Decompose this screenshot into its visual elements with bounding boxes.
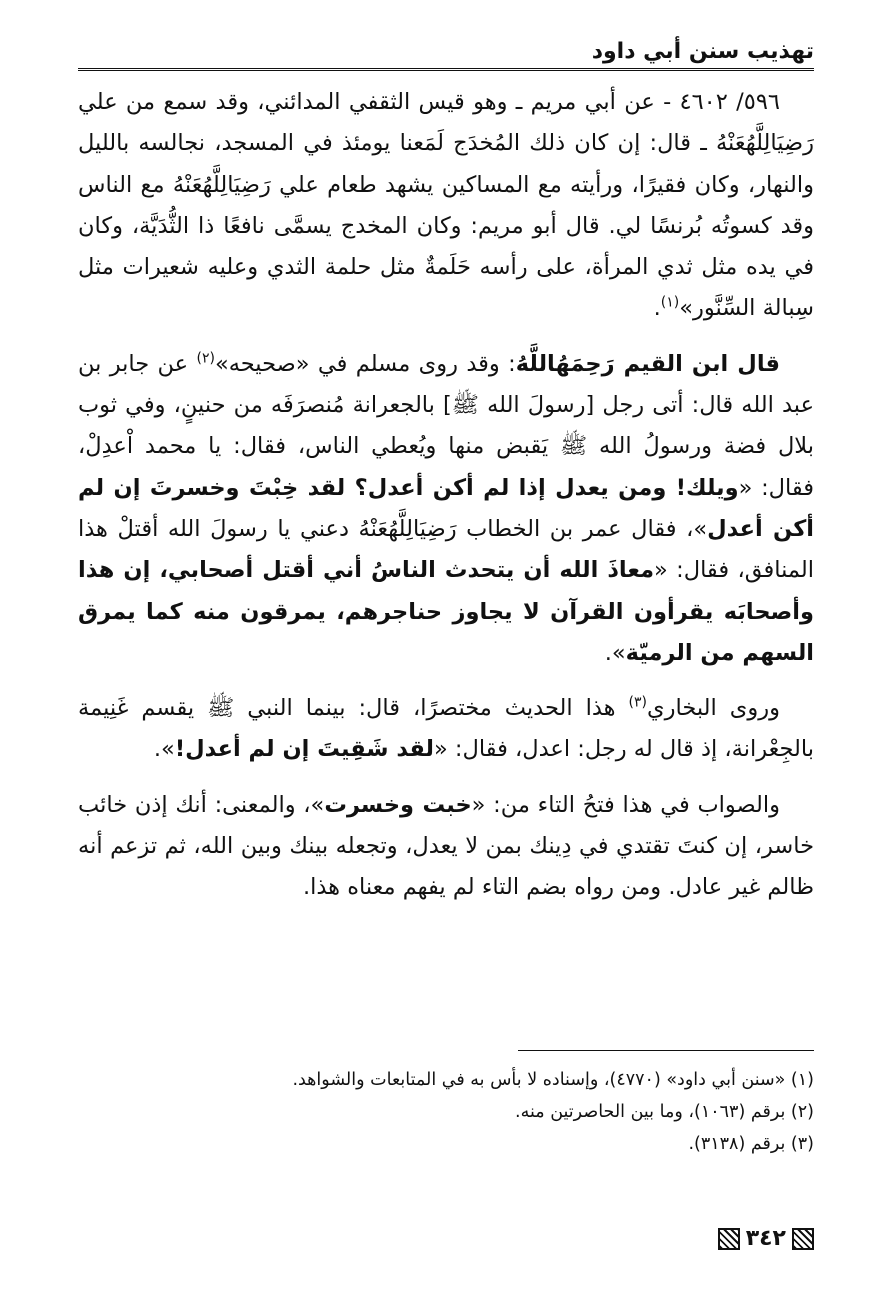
paragraph-end: .: [653, 295, 661, 322]
quoted-speech: معاذَ الله أن يتحدث الناسُ أني أقتل أصحابي، إن هذا وأصحابَه يقرأون القرآن لا يجاوز حناجرهم، يمرقون منه كما يمرق السهم من الرميّة: [78, 557, 814, 666]
page-footer: [718, 1226, 814, 1251]
commentary-paragraph: [78, 344, 814, 674]
paragraph-text: هذا الحديث مختصرًا، قال: بينما النبي ﷺ يقسم غَنِيمة بالجِعْرانة، إذ قال له رجل: اعدل، فقال: «: [78, 695, 814, 763]
author-lead: قال ابن القيم رَحِمَهُاللَّهُ: [515, 350, 780, 377]
footnote-2: (٢) برقم (١٠٦٣)، وما بين الحاصرتين منه.: [515, 1102, 814, 1122]
decorative-square-icon: [792, 1228, 814, 1250]
paragraph-text: ».: [153, 736, 175, 763]
page-number: ٣٤٢: [745, 1226, 786, 1251]
decorative-square-icon: [718, 1228, 740, 1250]
explanation-paragraph: [78, 785, 814, 909]
bukhari-paragraph: [78, 688, 814, 771]
footnote-divider: [518, 1050, 814, 1051]
footnote-ref: (٣): [628, 694, 648, 711]
quoted-speech: لقد شَقِيتَ إن لم أعدل!: [174, 736, 434, 763]
footnote-1: (١) «سنن أبي داود» (٤٧٧٠)، وإسناده لا بأس به في المتابعات والشواهد.: [292, 1070, 814, 1090]
paragraph-text: ٥٩٦/ ٤٦٠٢ - عن أبي مريم ـ وهو قيس الثقفي المدائني، وقد سمع من علي رَضِيَالِلَّهُعَنْهُ ـ قال: إن كان ذلك المُخدَج لَمَعنا يومئذ في المسجد، نجالسه بالليل والنهار، وكان فقيرًا، ورأيته مع المساكين يشهد طعام علي رَضِيَالِلَّهُعَنْهُ مع الناس وقد كسوتُه بُرنسًا لي. قال أبو مريم: وكان المخدج يسمَّى نافعًا ذا الثُّدَيَّة، وكان في يده مثل ثدي المرأة، على رأسه حَلَمةٌ مثل حلمة الثدي وعليه شعيرات مثل سِبالة السِّنَّور»: [78, 89, 814, 322]
book-title: تهذيب سنن أبي داود: [591, 39, 814, 64]
paragraph-text: »، والمعنى: أنك إذن خائب خاسر، إن كنتَ تقتدي في دِينك بمن لا يعدل، وتجعله بينك وبين الله، ثم تزعم أنه ظالم غير عادل. ومن رواه بضم التاء لم يفهم معناه هذا.: [78, 791, 814, 901]
quoted-speech: خبت وخسرت: [324, 791, 472, 818]
paragraph-text: : وقد روى مسلم في «صحيحه»: [214, 350, 516, 377]
paragraph-text: ».: [604, 639, 626, 666]
running-header: [78, 30, 814, 71]
paragraph-text: والصواب في هذا فتحُ التاء من: «: [471, 791, 780, 818]
main-text: [78, 82, 814, 923]
footnote-3: (٣) برقم (٣١٣٨).: [688, 1134, 814, 1154]
footnotes: [78, 1064, 814, 1160]
hadith-paragraph: [78, 82, 814, 330]
quoted-speech: ويلك! ومن يعدل إذا لم أكن أعدل؟ لقد خِبْتَ وخسرتَ إن لم أكن أعدل: [78, 474, 815, 542]
footnote-ref: (١): [660, 294, 680, 311]
footnote-ref: (٢): [196, 350, 215, 367]
paragraph-text: وروى البخاري: [647, 695, 780, 722]
paragraph-text: »، فقال عمر بن الخطاب رَضِيَالِلَّهُعَنْهُ دعني يا رسولَ الله أقتلْ هذا المنافق، فقال: «: [78, 515, 814, 584]
paragraph-text: عن جابر بن عبد الله قال: أتى رجل [رسولَ الله ﷺ] بالجعرانة مُنصرَفَه من حنينٍ، وفي ثوب بلال فضة ورسولُ الله ﷺ يَقبض منها ويُعطي الناس، فقال: يا محمد اْعدِلْ، فقال: «: [78, 350, 814, 501]
